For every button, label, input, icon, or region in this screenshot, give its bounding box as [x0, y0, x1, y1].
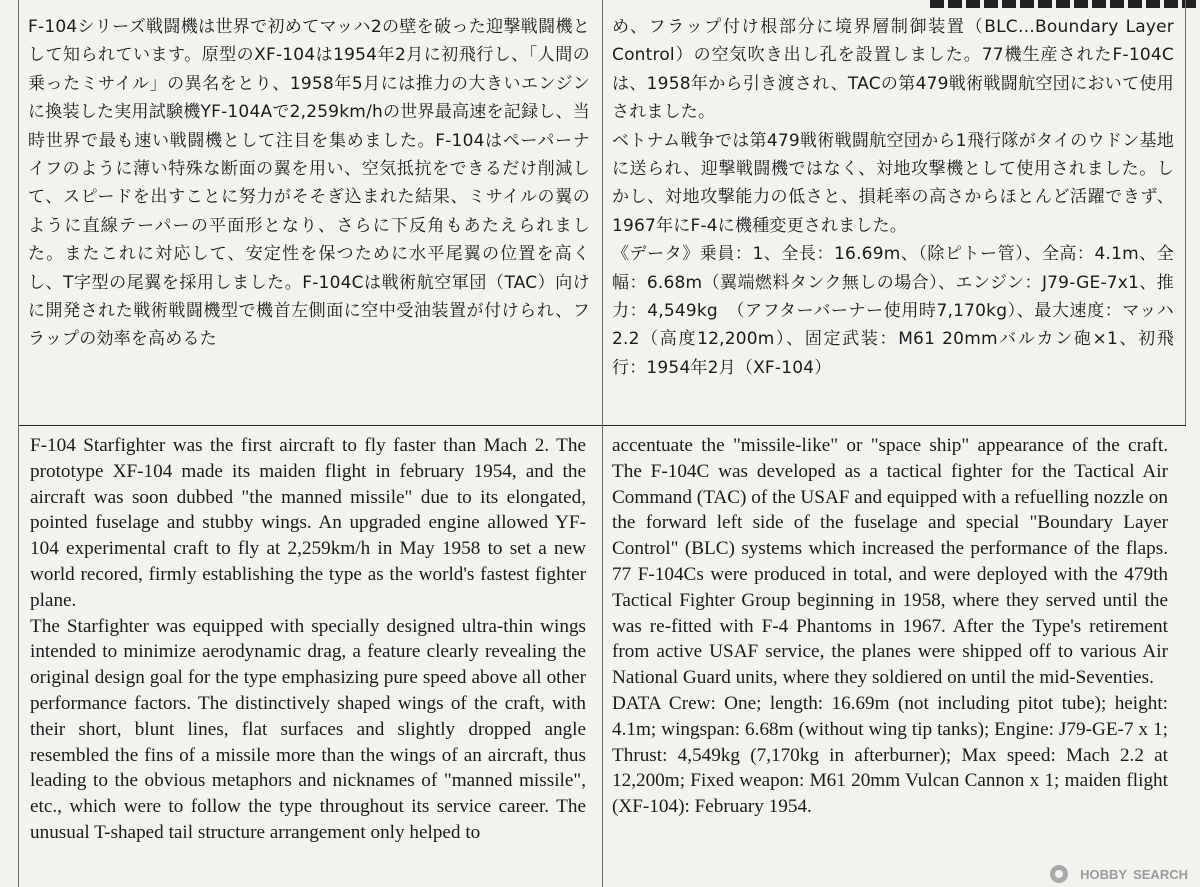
- japanese-right-column: [612, 13, 1174, 421]
- bottom-left-border: [18, 425, 19, 887]
- top-left-border: [18, 0, 19, 425]
- english-paragraph: The Starfighter was equipped with specially designed ultra-thin wings intended to minimize aerodynamic drag, a feature clearly revealing the original design goal for the type emphasizing pure speed above all other performance factors. The distinctively shaped wings of the craft, with their short, blunt lines, flat surfaces and slightly dropped angle resembled the fins of a missile more than the wings of an aircraft, thus leading to the obvious metaphors and nicknames of "manned missile", etc., which were to follow the type throughout its service career. The unusual T-shaped tail structure arrangement only helped to: [30, 615, 586, 843]
- watermark-text: [1074, 867, 1188, 882]
- english-right-column: [612, 433, 1168, 878]
- top-column-divider: [602, 0, 603, 425]
- top-edge-strip: [930, 0, 1200, 8]
- watermark: [1048, 865, 1190, 883]
- japanese-paragraph: ベトナム戦争では第479戦術戦闘航空団から1飛行隊がタイのウドン基地に送られ、迎撃戦闘機ではなく、対地攻撃機として使用されました。しかし、対地攻撃能力の低さと、損耗率の高さからほとんど活躍できず、1967年にF-4に機種変更されました。: [612, 130, 1174, 236]
- japanese-paragraph: F-104シリーズ戦闘機は世界で初めてマッハ2の壁を破った迎撃戦闘機として知られています。原型のXF-104は1954年2月に初飛行し、「人間の乗ったミサイル」の異名をとり、1958年5月には推力の大きいエンジンに換装した実用試験機YF-104Aで2,259km/hの世界最高速を記録し、当時世界で最も速い戦闘機として注目を集めました。F-104はペーパーナイフのように薄い特殊な断面の翼を用い、空気抵抗をできるだけ削減して、スピードを出すことに努力がそそぎ込まれた結果、ミサイルの翼のように直線テーパーの平面形となり、さらに下反角もあたえられました。またこれに対応して、安定性を保つために水平尾翼の位置を高くし、T字型の尾翼を採用しました。F-104Cは戦術航空軍団（TAC）向けに開発された戦術戦闘機型で機首左側面に空中受油装置が付けられ、フラップの効率を高めるた: [28, 17, 590, 350]
- english-data-paragraph: DATA Crew: One; length: 16.69m (not including pitot tube); height: 4.1m; wingspan: 6.68m (without wing tip tanks); Engine: J79-GE-7 x 1; Thrust: 4,549kg (7,170kg in afterburner); Max speed: Mach 2.2 at 12,200m; Fixed weapon: M61 20mm Vulcan Cannon x 1; maiden flight (XF-104): February 1954.: [612, 692, 1168, 818]
- top-right-border: [1185, 0, 1186, 425]
- hobby-search-logo-icon: [1050, 865, 1068, 883]
- english-paragraph: F-104 Starfighter was the first aircraft to fly faster than Mach 2. The prototype XF-104 made its maiden flight in february 1954, and the aircraft was soon dubbed "the manned missile" due to its elongated, pointed fuselage and stubby wings. An upgraded engine allowed YF-104 experimental craft to fly at 2,259km/h in May 1958 to set a new world recored, firmly establishing the type as the world's fastest fighter plane.: [30, 435, 586, 611]
- watermark-brand: HOBBY: [1080, 866, 1128, 882]
- english-paragraph: accentuate the "missile-like" or "space ship" appearance of the craft. The F-104C was developed as a tactical fighter for the Tactical Air Command (TAC) of the USAF and equipped with a refuelling nozzle on the forward left side of the fuselage and special "Boundary Layer Control" (BLC) systems which increased the performance of the flaps. 77 F-104Cs were produced in total, and were deployed with the 479th Tactical Fighter Group beginning in 1958, where they served until the was re-fitted with F-4 Phantoms in 1967. After the Type's retirement from active USAF service, the planes were shipped off to various Air National Guard units, where they soldiered on until the mid-Seventies.: [612, 435, 1168, 689]
- english-left-column: [30, 433, 586, 878]
- bottom-column-divider: [602, 425, 603, 887]
- watermark-suffix: SEARCH: [1133, 866, 1188, 882]
- japanese-left-column: [28, 13, 590, 421]
- japanese-data-paragraph: 《データ》乗員：1、全長：16.69m、（除ピトー管）、全高：4.1m、全幅：6.68m（翼端燃料タンク無しの場合）、エンジン：J79-GE-7x1、推力：4,549kg （アフターバーナー使用時7,170kg）、最大速度：マッハ2.2（高度12,200m）、固定武装：M61 20mmバルカン砲×1、初飛行：1954年2月（XF-104）: [612, 244, 1174, 378]
- japanese-paragraph: め、フラップ付け根部分に境界層制御装置（BLC…Boundary Layer Control）の空気吹き出し孔を設置しました。77機生産されたF-104Cは、1958年から引き渡され、TACの第479戦術戦闘航空団において使用されました。: [612, 17, 1174, 123]
